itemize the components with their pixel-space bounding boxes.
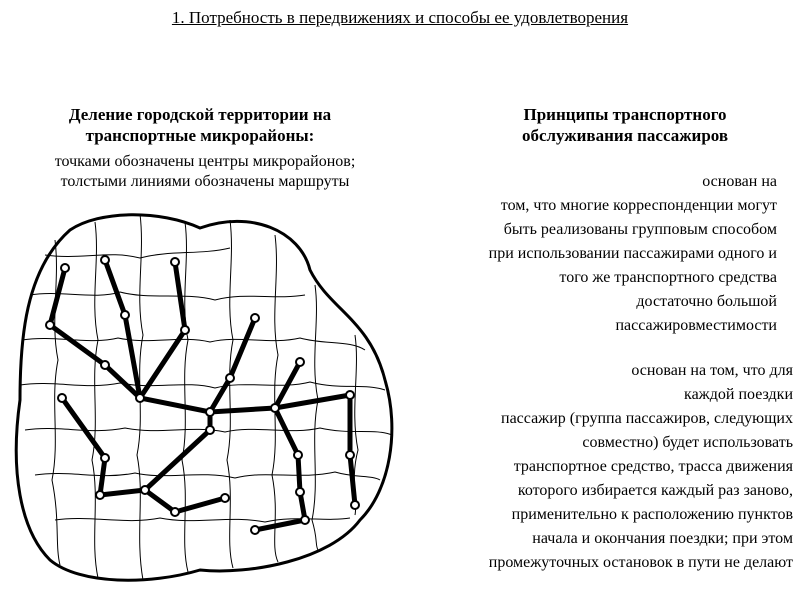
- microdistrict-center: [101, 256, 109, 264]
- microdistrict-center: [271, 404, 279, 412]
- microdistrict-center: [141, 486, 149, 494]
- paragraph-line: при использовании пассажирами одного и: [488, 245, 777, 262]
- paragraph-line: каждой поездки: [684, 386, 793, 403]
- microdistrict-center: [46, 321, 54, 329]
- map-heading-line: транспортные микрорайоны:: [85, 126, 315, 145]
- microdistrict-center: [296, 358, 304, 366]
- microdistrict-center: [251, 526, 259, 534]
- paragraph-line: совместно) будет использовать: [582, 434, 793, 451]
- microdistrict-center: [171, 508, 179, 516]
- paragraph-line: пассажир (группа пассажиров, следующих: [501, 410, 793, 427]
- microdistrict-center: [101, 454, 109, 462]
- microdistrict-center: [171, 258, 179, 266]
- principles-heading-line: Принципы транспортного: [523, 105, 727, 124]
- microdistrict-center: [301, 516, 309, 524]
- microdistrict-center: [181, 326, 189, 334]
- map-caption-line: точками обозначены центры микрорайонов;: [54, 153, 356, 170]
- paragraph-line: быть реализованы групповым способом: [503, 221, 777, 238]
- route-lines: [50, 260, 355, 530]
- microdistrict-center: [61, 264, 69, 272]
- map-heading: [0, 104, 400, 146]
- map-caption-line: толстыми линиями обозначены маршруты: [60, 173, 350, 190]
- microdistrict-center: [101, 361, 109, 369]
- paragraph-line: транспортное средство, трасса движения: [513, 458, 793, 475]
- microdistrict-center: [226, 374, 234, 382]
- paragraph-line: достаточно большой: [636, 293, 777, 310]
- microdistrict-center: [206, 426, 214, 434]
- microdistrict-center: [206, 408, 214, 416]
- principle-group-transport: [405, 170, 777, 338]
- microdistrict-map: [0, 200, 410, 600]
- microdistrict-center: [58, 394, 66, 402]
- microdistrict-center: [296, 488, 304, 496]
- microdistrict-center: [251, 314, 259, 322]
- microdistrict-center: [96, 491, 104, 499]
- microdistrict-center: [121, 311, 129, 319]
- microdistrict-center: [294, 451, 302, 459]
- paragraph-line: применительно к расположению пунктов: [511, 506, 793, 523]
- microdistrict-center: [136, 394, 144, 402]
- map-caption: [0, 152, 410, 192]
- paragraph-line: того же транспортного средства: [559, 269, 777, 286]
- principles-heading-line: обслуживания пассажиров: [521, 126, 729, 145]
- paragraph-line: начала и окончания поездки; при этом: [532, 530, 793, 547]
- microdistrict-center: [346, 451, 354, 459]
- paragraph-line: пассажировместимости: [615, 317, 777, 334]
- microdistrict-center: [221, 494, 229, 502]
- paragraph-line: основан на: [702, 173, 777, 190]
- page-title: 1. Потребность в передвижениях и способы ее удовлетворения: [171, 8, 629, 27]
- map-heading-line: Деление городской территории на: [68, 105, 332, 124]
- paragraph-line: промежуточных остановок в пути не делают: [488, 554, 793, 571]
- microdistrict-center: [346, 391, 354, 399]
- paragraph-line: основан на том, что для: [631, 362, 793, 379]
- principle-individual-transport: [400, 359, 793, 575]
- paragraph-line: том, что многие корреспонденции могут: [500, 197, 777, 214]
- principles-heading: [480, 104, 770, 146]
- paragraph-line: которого избирается каждый раз заново,: [517, 482, 793, 499]
- microdistrict-center: [351, 501, 359, 509]
